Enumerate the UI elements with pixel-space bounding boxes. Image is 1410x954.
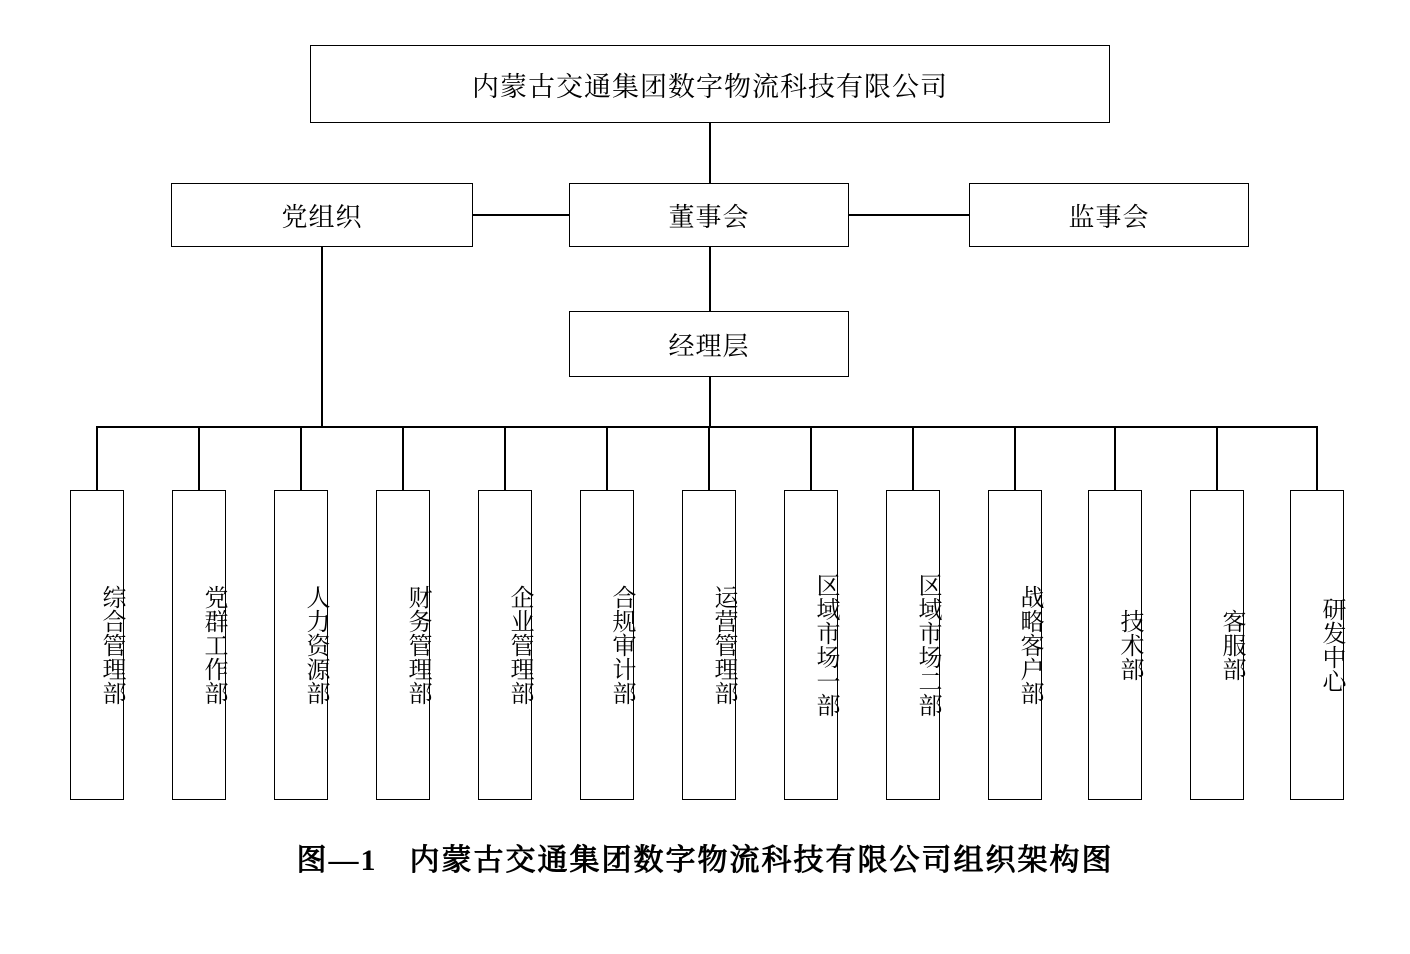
dept-box-6 [580, 490, 634, 800]
dept-label-11: 技术部 [1116, 609, 1142, 681]
connector-drop-8 [810, 426, 812, 491]
dept-box-13 [1290, 490, 1344, 800]
node-supervisor-label: 监事会 [1068, 202, 1150, 232]
connector-party-board [473, 214, 569, 216]
dept-label-3: 人力资源部 [302, 585, 328, 705]
node-party-label: 党组织 [281, 202, 363, 232]
node-party [171, 183, 473, 247]
dept-box-8 [784, 490, 838, 800]
dept-label-4: 财务管理部 [404, 585, 430, 705]
dept-label-5: 企业管理部 [506, 585, 532, 705]
dept-box-5 [478, 490, 532, 800]
node-supervisor [969, 183, 1249, 247]
dept-box-7 [682, 490, 736, 800]
dept-label-10: 战略客户部 [1016, 585, 1042, 705]
dept-label-6: 合规审计部 [608, 585, 634, 705]
dept-label-9: 区域市场二部 [914, 573, 940, 717]
connector-drop-1 [96, 426, 98, 491]
dept-box-9 [886, 490, 940, 800]
connector-drop-13 [1316, 426, 1318, 491]
dept-label-12: 客服部 [1218, 609, 1244, 681]
dept-label-8: 区域市场一部 [812, 573, 838, 717]
connector-drop-5 [504, 426, 506, 491]
node-management [569, 311, 849, 377]
dept-label-1: 综合管理部 [98, 585, 124, 705]
dept-box-4 [376, 490, 430, 800]
dept-box-11 [1088, 490, 1142, 800]
dept-box-12 [1190, 490, 1244, 800]
node-board [569, 183, 849, 247]
figure-caption: 图—1 内蒙古交通集团数字物流科技有限公司组织架构图 [296, 844, 1114, 877]
node-management-label: 经理层 [668, 331, 750, 361]
connector-drop-12 [1216, 426, 1218, 491]
connector-trunk-bus [96, 426, 1318, 428]
dept-label-2: 党群工作部 [200, 585, 226, 705]
dept-box-1 [70, 490, 124, 800]
node-board-label: 董事会 [668, 202, 750, 232]
connector-drop-9 [912, 426, 914, 491]
dept-box-3 [274, 490, 328, 800]
connector-board-supervisor [849, 214, 969, 216]
dept-box-2 [172, 490, 226, 800]
dept-label-7: 运营管理部 [710, 585, 736, 705]
dept-box-10 [988, 490, 1042, 800]
dept-label-13: 研发中心 [1318, 597, 1344, 693]
connector-management-trunk [709, 377, 711, 427]
connector-drop-3 [300, 426, 302, 491]
connector-drop-7 [708, 426, 710, 491]
connector-party-trunk [321, 247, 323, 427]
connector-drop-10 [1014, 426, 1016, 491]
connector-drop-2 [198, 426, 200, 491]
connector-drop-11 [1114, 426, 1116, 491]
connector-drop-6 [606, 426, 608, 491]
node-company [310, 45, 1110, 123]
connector-drop-4 [402, 426, 404, 491]
connector-board-management [709, 247, 711, 311]
connector-company-board [709, 123, 711, 183]
node-company-label: 内蒙古交通集团数字物流科技有限公司 [472, 71, 948, 102]
